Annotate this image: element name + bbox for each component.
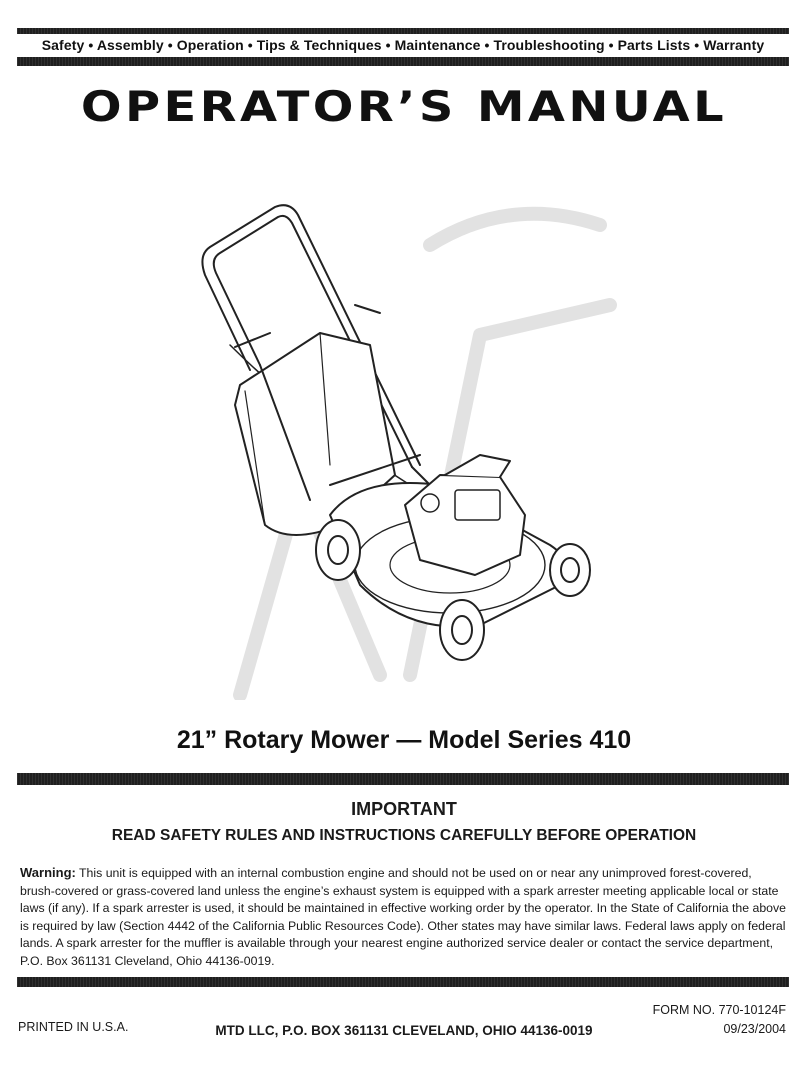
- printed-in: PRINTED IN U.S.A.: [18, 1020, 129, 1034]
- nav-rule: [17, 57, 789, 66]
- form-date: 09/23/2004: [723, 1022, 786, 1036]
- warning-text: This unit is equipped with an internal combustion engine and should not be used on or near any unimproved forest-covered, brush-covered or grass-covered land unless the engine’s exhaust system is equipped with a spark arrester meeting applicable local or state laws (if any). If a spark arrester is used, it should be maintained in effective working order by the operator. In the State of California the above is required by law (Section 4442 of the California Public Resources Code). Other states may have similar laws. Federal laws apply on federal lands. A spark arrester for the muffler is available through your nearest engine authorized service dealer or contact the service department, P.O. Box 361131 Cleveland, Ohio 44136-0019.: [20, 866, 787, 968]
- form-number: FORM NO. 770-10124F: [652, 1003, 786, 1017]
- important-heading: IMPORTANT: [351, 799, 457, 819]
- wheel-rear-right: [550, 544, 590, 596]
- warning-paragraph: [20, 864, 788, 970]
- safety-subheading: READ SAFETY RULES AND INSTRUCTIONS CAREFULLY BEFORE OPERATION: [111, 827, 697, 844]
- wheel-rear-left: [316, 520, 360, 580]
- mid-rule: [17, 773, 789, 785]
- page-title: OPERATOR’S MANUAL: [80, 82, 728, 131]
- model-title: 21” Rotary Mower — Model Series 410: [176, 726, 632, 754]
- section-nav: Safety • Assembly • Operation • Tips & Techniques • Maintenance • Troubleshooting • Parts Lists • Warranty: [41, 37, 765, 53]
- wheel-front-left: [440, 600, 484, 660]
- warning-label: Warning:: [20, 865, 76, 880]
- mower-illustration: [180, 155, 640, 700]
- bottom-rule: [17, 977, 789, 987]
- publisher-address: MTD LLC, P.O. BOX 361131 CLEVELAND, OHIO 44136-0019: [215, 1023, 593, 1038]
